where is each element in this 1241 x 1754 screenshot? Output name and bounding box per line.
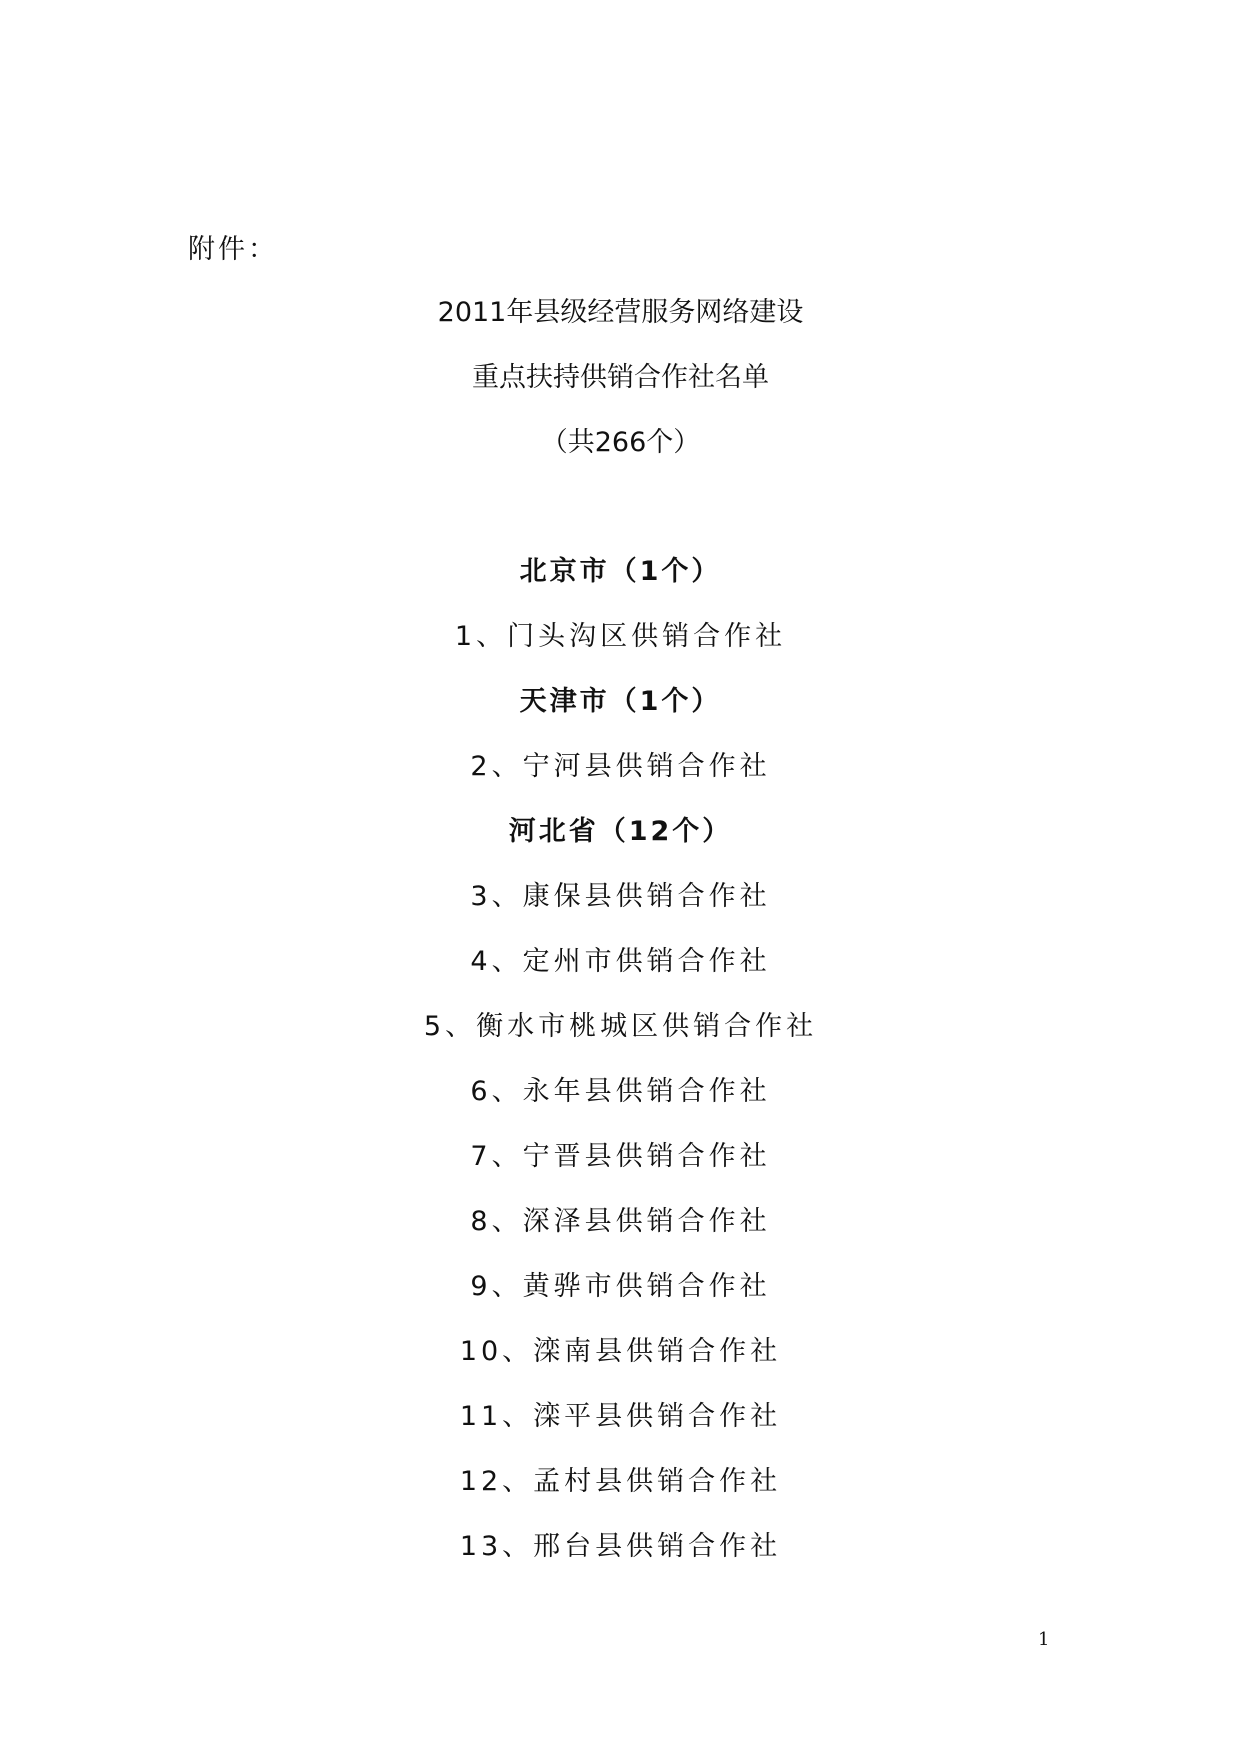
list-item-label: 9、黄骅市供销合作社 [470, 1271, 771, 1302]
list-item [0, 1007, 1241, 1072]
list-item [0, 1332, 1241, 1397]
list-item [0, 1397, 1241, 1462]
list-item [0, 1202, 1241, 1267]
list-item-label: 13、邢台县供销合作社 [459, 1531, 782, 1562]
list-item [0, 1267, 1241, 1332]
list-item-label: 7、宁晋县供销合作社 [470, 1141, 771, 1172]
list-item-label: 12、孟村县供销合作社 [459, 1466, 782, 1497]
list-item [0, 942, 1241, 1007]
list-item [0, 877, 1241, 942]
attachment-label: 附件： [188, 234, 278, 265]
list-item-label: 6、永年县供销合作社 [470, 1076, 771, 1107]
title-count-line: （共266个） [540, 427, 701, 458]
section-heading-label: 北京市（1个） [519, 556, 722, 587]
section-heading-label: 天津市（1个） [519, 686, 722, 717]
list-item-label: 2、宁河县供销合作社 [470, 751, 771, 782]
page-number: 1 [1038, 1629, 1050, 1650]
document-title [0, 293, 1241, 488]
list-item [0, 1462, 1241, 1527]
list-item-label: 4、定州市供销合作社 [470, 946, 771, 977]
list-item-label: 10、滦南县供销合作社 [459, 1336, 782, 1367]
list-item-label: 3、康保县供销合作社 [470, 881, 771, 912]
list-item [0, 1527, 1241, 1592]
list-item-label: 8、深泽县供销合作社 [470, 1206, 771, 1237]
list-item [0, 1072, 1241, 1137]
title-line: 2011年县级经营服务网络建设 [437, 297, 804, 328]
list-item-label: 11、滦平县供销合作社 [459, 1401, 782, 1432]
list-item-label: 1、门头沟区供销合作社 [454, 621, 787, 652]
list-item [0, 1137, 1241, 1202]
title-line: 重点扶持供销合作社名单 [472, 362, 769, 393]
section-heading-hebei [0, 812, 1241, 877]
section-heading-beijing [0, 552, 1241, 617]
section-heading-label: 河北省（12个） [508, 816, 733, 847]
section-heading-tianjin [0, 682, 1241, 747]
list-item [0, 617, 1241, 682]
cooperative-list [0, 552, 1241, 1592]
list-item [0, 747, 1241, 812]
list-item-label: 5、衡水市桃城区供销合作社 [423, 1011, 818, 1042]
